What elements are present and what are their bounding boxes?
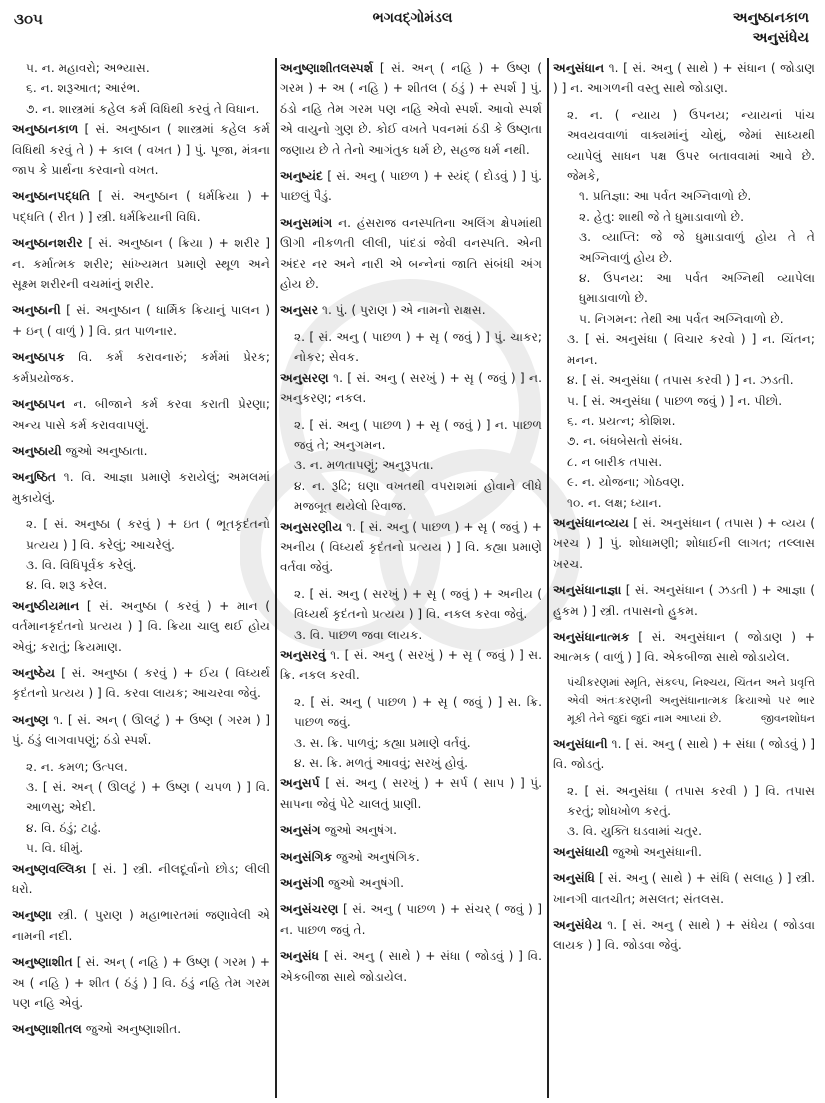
definition: [ સં. અનુ ( સરખું ) + સર્પ ( સાપ ) ] પું. સાપના જેવું પેટે ચાલતું પ્રાણી. [280,776,542,811]
dictionary-entry [12,467,270,508]
headword: અનુસંધાયી [553,844,609,859]
column-middle [280,58,542,1098]
sense-line: ૩. [ સં. અન્ ( ઊલટું ) + ઉષ્ણ ( ચપળ ) ] વિ. આળસુ; એદી. [26,780,270,815]
dictionary-entry [553,734,815,775]
book-title: ભગવદ્ગોમંડલ [372,10,453,26]
headword: અનુસરવું [280,647,326,662]
sense-line: ૬. ન. પ્રયત્ન; કોશિશ. [567,413,676,428]
definition: [ સં. અન્ ( નહિ ) + ઉષ્ણ ( ગરમ ) + અ ( નહિ ) + શીત ( ઠંડું ) ] વિ. ઠંડું નહિ તેમ ગરમ પણ નહિ એવું. [12,955,270,1011]
definition: [ સં. અનુષ્ઠા ( કરવું ) + માન ( વર્તમાનકૃદંતનો પ્રત્યય ) ] વિ. ક્રિયા ચાલુ થઈ હોય એવું; કરાતું; ક્રિયમાણ. [12,598,270,654]
dictionary-entry [280,517,542,578]
headword: અનુસંધેય [553,918,603,933]
definition: ૧. [ સં. અનુ ( પાછળ ) + સૃ ( જવું ) + અનીય ( વિધ્યર્થ કૃદંતનો પ્રત્યય ) ] વિ. કહ્યા પ્રમાણે વર્તવા જેવું. [280,519,542,575]
sense-line: ૩. [ સં. અનુસંધા ( વિચાર કરવો ) ] ન. ચિંતન; મનન. [567,332,815,367]
definition: [ સં. અનુ ( પાછળ ) + સ્યંદ્ ( દોડવું ) ] પું. પાછલું પૈડું. [280,169,542,204]
headword: અનુષ્ણ [12,712,49,727]
sense-line: ૫. [ સં. અનુસંધા ( પાછળ જવું ) ] ન. પીછો. [567,393,783,408]
definition: [ સં. અનુષ્ઠાન ( ધાર્મિક ક્રિયાનું પાલન ) + ઇન્ ( વાળું ) ] વિ. વ્રત પાળનાર. [12,303,270,338]
quote-text: પંચીકરણમાં સ્મૃતિ, સંકલ્પ, નિશ્ચય, ચિંતન અને પ્રવૃત્તિ એવી અંતઃકરણની અનુસંધાનાત્મક ક્રિયાઓ પર ભાર મૂકી તેને જુદાં જુદાં નામ આપ્યાં છે. [567,675,815,725]
headword: અનુસંધાન [553,61,605,75]
example-line: ૧. પ્રતિજ્ઞા: આ પર્વત અગ્નિવાળો છે. [579,189,752,204]
dictionary-entry [12,596,270,657]
sense-line: ૧૦. ન. લક્ષ; ધ્યાન. [567,495,662,510]
example-line: ૩. વ્યાપ્તિ: જે જે ધુમાડાવાળું હોય તે તે અગ્નિવાળું હોય છે. [579,230,815,265]
definition: [ સં. અનુ ( પાછળ ) + સંચર્ ( જવું ) ] ન. પાછળ જવું તે. [280,902,542,937]
headword: અનુષ્ઠાપક [12,350,65,365]
dictionary-columns [0,58,825,1098]
sense-line: ૪. વિ. શરૂ કરેલ. [26,578,108,593]
sense-line: ૨. [ સં. અનુ ( પાછળ ) + સૃ ( જવું ) ] સ. ક્રિ. પાછળ જવું. [294,694,542,730]
dictionary-entry [553,58,815,99]
headword: અનુસંધ [280,949,320,964]
sense-line: ૨. [ સં. અનુ ( પાછળ ) + સૃ ( જવું ) ] પું. ચાકર; નોકર; સેવક. [294,329,542,365]
sense-line: ૩. વિ. પાછળ જવા લાયક. [294,627,423,642]
dictionary-entry [12,905,270,946]
headword: અનુષ્ઠાનપદ્ધતિ [12,189,91,204]
definition: [ સં. અનુષ્ઠા ( કરવું ) + ઈય ( વિધ્યર્થ કૃદંતનો પ્રત્યય ) ] વિ. કરવા લાયક; આચરવા જેવું. [12,665,270,701]
example-line: ૪. ઉપનય: આ પર્વત અગ્નિથી વ્યાપેલા ધુમાડાવાળો છે. [579,271,815,306]
headword: અનુષ્યંદ [280,169,323,184]
definition: સ્ત્રી. ( પુરાણ ) મહાભારતમાં જણાવેલી એ નામની નદી. [12,908,270,943]
quote-source: જીવનશોધન [760,711,815,725]
definition: જુઓ અનુષંગિક. [332,849,420,864]
definition: ૧. [ સં. અનુ ( સરખું ) + સૃ ( જવું ) ] સ. ક્રિ. નકલ કરવી. [280,647,542,683]
definition: [ સં. અનુસંધાન ( તપાસ ) + વ્યય ( ખરચ ) ] પું. શોધામણી; શોધાઈની લાગત; તલ્લાસ ખરચ. [553,515,815,571]
headword: અનુસંગ [280,823,321,838]
sense-line: ૩. વિ. યુક્તિ ઘડવામાં ચતુર. [567,824,703,839]
sense-line: ૨. [ સં. અનુસંધા ( તપાસ કરવી ) ] વિ. તપાસ કરતું; શોધખોળ કરતું. [567,783,815,818]
sense-line: ૨. [ સં. અનુ ( પાછળ ) + સૃ ( જવું ) ] ન. પાછળ જવું તે; અનુગમન. [294,417,542,452]
definition: [ સં. અનુ ( સાથે ) + સંધા ( જોડવું ) ] વિ. એકબીજા સાથે જોડાયેલ. [280,949,542,984]
dictionary-entry [280,820,542,840]
sense-line: ૯. ન. યોજના; ગોઠવણ. [567,475,685,490]
headword: અનુષ્ણવલ્લિકા [12,861,87,876]
dictionary-entry [280,645,542,686]
headword: અનુષ્ણાશીત [12,955,73,970]
headword: અનુષ્ઠિત [12,470,57,485]
definition: જુઓ અનુષ્ણાશીત. [81,1022,182,1037]
page-header [0,0,825,58]
sense-line: ૨. ન. કમળ; ઉત્પલ. [26,759,128,774]
guide-word-first: અનુષ્ઠાનકાળ [732,10,809,26]
dictionary-entry [12,186,270,227]
guide-words [733,8,809,48]
definition: ૧. [ સં. અનુ ( સાથે ) + સંધેય ( જોડવા લાયક ) ] વિ. જોડવા જેવું. [553,918,815,953]
headword: અનુષ્ઠાનકાળ [12,122,79,137]
headword: અનુસર [280,303,319,318]
dictionary-entry [280,946,542,987]
headword: અનુસંધાનાજ્ઞા [553,583,622,598]
column-right [553,58,815,1098]
headword: અનુસંધિ [553,871,595,886]
dictionary-entry [280,899,542,940]
definition: જુઓ અનુષંગી. [324,876,404,891]
definition: [ સં. અનુસંધાન ( ઝડતી ) + આજ્ઞા ( હુકમ ) ] સ્ત્રી. તપાસનો હુકમ. [553,583,815,618]
example-line: ૫. નિગમન: તેથી આ પર્વત અગ્નિવાળો છે. [579,311,784,326]
dictionary-entry [553,627,815,668]
definition: ૧. વિ. આજ્ઞા પ્રમાણે કરાયેલું; અમલમાં મુકાયેલું. [12,470,270,505]
definition: [ સં. અન્ ( નહિ ) + ઉષ્ણ ( ગરમ ) + અ ( નહિ ) + શીતલ ( ઠંડું ) + સ્પર્શ ] પું. ઠંડો નહિ તેમ ગરમ પણ નહિ એવો સ્પર્શ. આવો સ્પર્શ એ વાયુનો ગુણ છે. કોઈ વખતે પવનમાં ઠંડી કે ઉષ્ણતા જણાય છે તે તેનો આગંતુક ધર્મ છે, સહજ ધર્મ નથી. [280,61,542,157]
sense-line: ૪. વિ. ઠંડું; ટાઢું. [26,820,102,835]
sense-line: ૨. ન. ( ન્યાય ) ઉપનય; ન્યાયનાં પાંચ અવયવવાળાં વાક્યમાંનું ચોથું, જેમાં સાધ્યથી વ્યાપેલું સાધન પક્ષ ઉપર બતાવવામાં આવે છે. જેમકે, [567,107,815,184]
headword: અનુસંગિક [280,849,333,864]
dictionary-entry [12,663,270,704]
headword: અનુસરણ [280,370,329,385]
sense-line: ૮. ન બારીક તપાસ. [567,454,663,469]
headword: અનુસંધાનાત્મક [553,629,630,644]
dictionary-entry [280,873,542,893]
sense-line: ૪. [ સં. અનુસંધા ( તપાસ કરવી ) ] ન. ઝડતી. [567,373,794,388]
definition: ૧. [ સં. અન્ ( ઊલટું ) + ઉષ્ણ ( ગરમ ) ] પું. ઠંડું લાગવાપણું; ઠંડો સ્પર્શ. [12,712,270,748]
sense-line: ૭. ન. શાસ્ત્રમાં કહેલ કર્મ વિધિથી કરવું તે વિધાન. [26,101,260,116]
sense-line: ૩. ન. મળતાપણું; અનુરૂપતા. [294,458,434,473]
definition: વિ. કર્મ કરાવનારું; કર્મમાં પ્રેરક; કર્મપ્રયોજક. [12,350,270,385]
example-line: ૨. હેતુ: શાથી જે તે ધુમાડાવાળો છે. [579,209,744,224]
dictionary-entry [553,842,815,862]
definition: ૧. [ સં. અનુ ( સાથે ) + સંધા ( જોડવું ) ] વિ. જોડતું. [553,736,815,772]
headword: અનુષ્ઠાની [12,303,61,318]
headword: અનુસંધાનવ્યય [553,515,629,530]
dictionary-entry [12,300,270,341]
sense-line: ૨. [ સં. અનુ ( સરખું ) + સૃ ( જવું ) + અનીય ( વિધ્યર્થ કૃદંતનો પ્રત્યય ) ] વિ. નકલ કરવા જેવું. [294,586,542,622]
definition: [ સં. અનુ ( સાથે ) + સંધિ ( સલાહ ) ] સ્ત્રી. ખાનગી વાતચીત; મસલત; સંતલસ. [553,871,815,906]
dictionary-entry [553,513,815,574]
headword: અનુષ્ઠાપન [12,397,66,412]
dictionary-entry [12,347,270,388]
column-left [12,58,270,1098]
definition: [ સં. અનુષ્ઠાન ( શાસ્ત્રમાં કહેલ કર્મ વિધિથી કરવું તે ) + કાલ ( વખત ) ] પું. પૂજા, મંત્રના જાપ કે પ્રાર્થના કરવાનો વખત. [12,122,270,178]
definition: [ સં. અનુસંધાન ( જોડાણ ) + આત્મક ( વાળું ) ] વિ. એકબીજા સાથે જોડાયેલ. [553,629,815,665]
dictionary-entry [12,710,270,751]
headword: અનુષ્ણાશીતલ [12,1022,82,1037]
sense-line: ૬. ન. શરૂઆત; આરંભ. [26,81,141,96]
definition: જુઓ અનુષંગ. [320,823,398,838]
headword: અનુસરણીય [280,519,343,534]
dictionary-entry [553,580,815,621]
sense-line: ૪. સ. ક્રિ. મળતું આવવું; સરખું હોવું. [294,756,469,770]
headword: અનુષ્ણાશીતલસ્પર્શ [280,61,374,75]
headword: અનુસંચરણ [280,902,339,917]
sense-line: ૫. વિ. ધીમું. [26,841,84,856]
dictionary-entry [280,773,542,814]
headword: અનુસંગી [280,876,325,891]
dictionary-entry [280,847,542,867]
dictionary-entry [553,868,815,909]
definition: ૧. પું. ( પુરાણ ) એ નામનો રાક્ષસ. [318,303,486,318]
dictionary-entry [280,213,542,295]
sense-line: ૪. ન. રૂઢિ; ઘણા વખતથી વપરાશમાં હોવાને લીધે મજબૂત થયેલો રિવાજ. [294,478,542,514]
headword: અનુષ્ઠાનશરીર [12,236,83,251]
sense-line: ૭. ન. બંધબેસતો સંબંધ. [567,434,683,449]
dictionary-entry [12,441,270,461]
sense-line: ૩. સ. ક્રિ. પાળવું; કહ્યા પ્રમાણે વર્તવું. [294,735,471,750]
dictionary-entry [280,300,542,320]
definition: ન. હંસરાજ વનસ્પતિના અલિંગ ક્ષેપમાંથી ઊગી નીકળતી લીલી, પાંદડાં જેવી વનસ્પતિ. એની અંદર નર અને નારી એ બન્નેનાં જાતિ સંબંધી અંગ હોય છે. [280,215,542,292]
dictionary-entry [12,119,270,180]
definition: જુઓ અનુસંધાની. [608,844,702,859]
headword: અનુષ્ણા [12,908,52,923]
definition: જુઓ અનુષ્ઠાતા. [61,443,148,458]
page-number: ૩૦૫ [14,10,43,28]
sense-line: ૩. વિ. વિધિપૂર્વક કરેલું. [26,557,137,572]
definition: ૧. [ સં. અનુ ( સરખું ) + સૃ ( જવું ) ] ન. અનુકરણ; નકલ. [280,370,542,406]
usage-quote [553,674,815,728]
dictionary-entry [12,1019,270,1039]
dictionary-entry [12,233,270,294]
dictionary-entry [12,394,270,435]
headword: અનુસમાંગ [280,215,333,230]
dictionary-entry [553,915,815,956]
definition: [ સં. ] સ્ત્રી. નીલદૂર્વાનો છોડ; લીલી ધરો. [12,861,270,897]
definition: [ સં. અનુષ્ઠાન ( ધર્મક્રિયા ) + પદ્ધતિ ( રીત ) ] સ્ત્રી. ધર્મક્રિયાની વિધિ. [12,189,270,224]
dictionary-entry [12,859,270,900]
headword: અનુસંધાની [553,736,608,751]
guide-word-last: અનુસંધેય [752,30,809,46]
definition: ૧. [ સં. અનુ ( સાથે ) + સંધાન ( જોડાણ ) ] ન. આગળની વસ્તુ સાથે જોડાણ. [553,61,815,96]
definition: ન. બીજાને કર્મ કરવા કરાતી પ્રેરણા; અન્ય પાસે કર્મ કરાવવાપણું. [12,397,270,432]
sense-line: ૨. [ સં. અનુષ્ઠા ( કરવું ) + ઇત ( ભૂતકૃદંતનો પ્રત્યય ) ] વિ. કરેલું; આચરેલું. [26,517,270,552]
dictionary-entry [280,58,542,160]
dictionary-entry [280,166,542,207]
dictionary-entry [12,952,270,1013]
headword: અનુષ્ઠાયી [12,443,62,458]
headword: અનુસર્પ [280,776,320,791]
headword: અનુષ્ઠીયમાન [12,598,80,613]
definition: [ સં. અનુષ્ઠાન ( ક્રિયા ) + શરીર ] ન. કર્માત્મક શરીર; સાંખ્યમત પ્રમાણે સ્થૂળ અને સૂક્ષ્મ શરીરની વચમાંનું શરીર. [12,236,270,292]
headword: અનુષ્ઠેય [12,665,56,680]
sense-line: ૫. ન. મહાવરો; અભ્યાસ. [26,61,150,75]
dictionary-entry [280,368,542,409]
